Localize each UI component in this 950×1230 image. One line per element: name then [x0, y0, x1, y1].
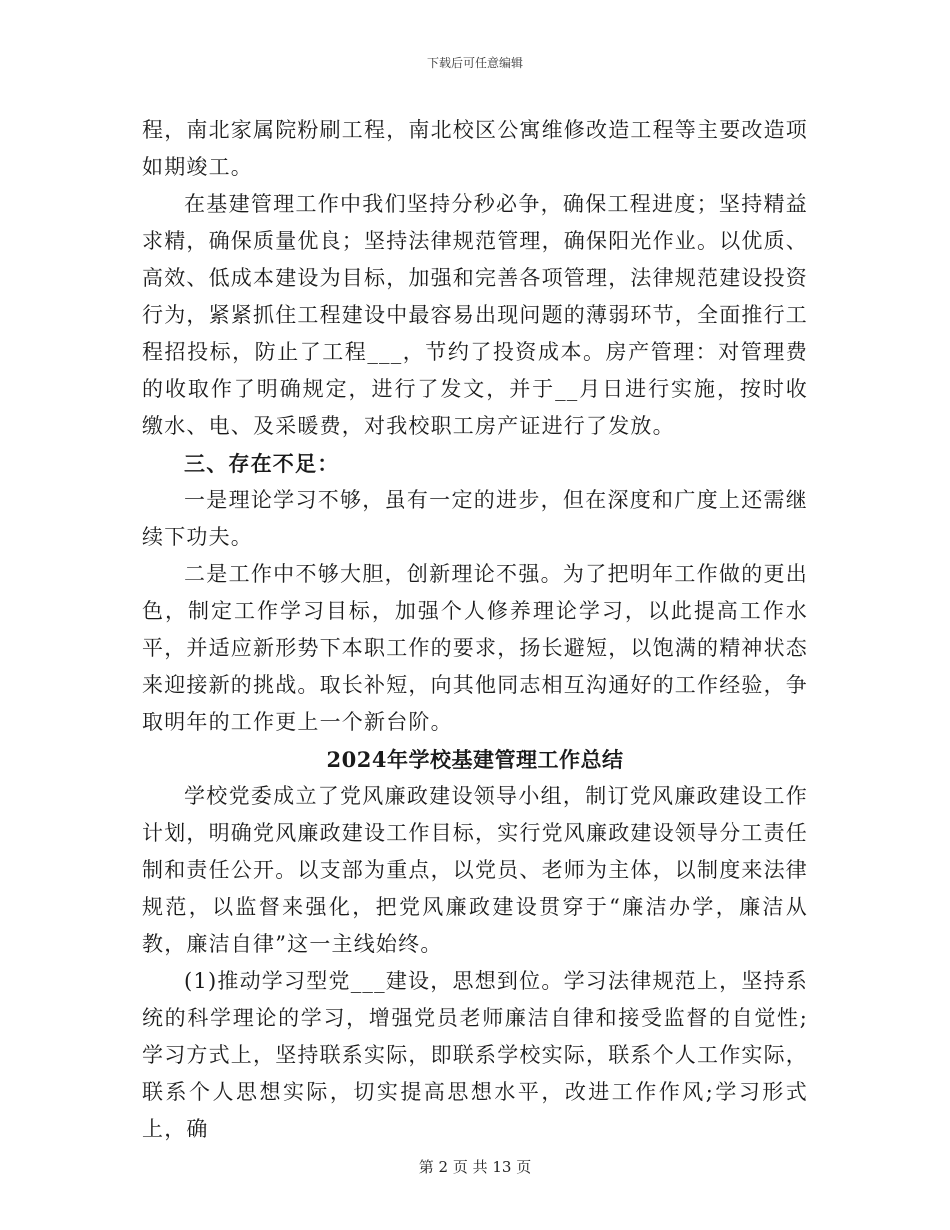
section-heading-shortcomings: 三、存在不足：	[184, 451, 340, 476]
document-title: 2024年学校基建管理工作总结	[326, 747, 624, 772]
paragraph-learning-party: (1)推动学习型党___建设，思想到位。学习法律规范上，坚持系统的科学理论的学习，增强党员老师廉洁自律和接受监督的自觉性;学习方式上，坚持联系实际，即联系学校实际，联系个人工作实际，联系个人思想实际，切实提高思想水平，改进工作作风;学习形式上，确	[142, 969, 808, 1141]
paragraph-party-committee: 学校党委成立了党风廉政建设领导小组，制订党风廉政建设工作计划，明确党风廉政建设工作目标，实行党风廉政建设领导分工责任制和责任公开。以支部为重点，以党员、老师为主体，以制度来法律规范，以监督来强化，把党风廉政建设贯穿于“廉洁办学，廉洁从教，廉洁自律”这一主线始终。	[142, 784, 808, 956]
document-body	[142, 112, 808, 1148]
page-header-note: 下载后可任意编辑	[426, 56, 523, 70]
paragraph-continuation: 程，南北家属院粉刷工程，南北校区公寓维修改造工程等主要改造项如期竣工。	[142, 118, 808, 179]
paragraph-shortcoming-two: 二是工作中不够大胆，创新理论不强。为了把明年工作做的更出色，制定工作学习目标，加强个人修养理论学习，以此提高工作水平，并适应新形势下本职工作的要求，扬长避短，以饱满的精神状态来迎接新的挑战。取长补短，向其他同志相互沟通好的工作经验，争取明年的工作更上一个新台阶。	[142, 562, 808, 734]
paragraph-shortcoming-one: 一是理论学习不够，虽有一定的进步，但在深度和广度上还需继续下功夫。	[142, 488, 808, 549]
paragraph-construction-management: 在基建管理工作中我们坚持分秒必争，确保工程进度；坚持精益求精，确保质量优良；坚持法律规范管理，确保阳光作业。以优质、高效、低成本建设为目标，加强和完善各项管理，法律规范建设投资行为，紧紧抓住工程建设中最容易出现问题的薄弱环节，全面推行工程招投标，防止了工程___，节约了投资成本。房产管理：对管理费的收取作了明确规定，进行了发文，并于__月日进行实施，按时收缴水、电、及采暖费，对我校职工房产证进行了发放。	[142, 192, 808, 438]
page-number: 第 2 页 共 13 页	[418, 1158, 532, 1176]
